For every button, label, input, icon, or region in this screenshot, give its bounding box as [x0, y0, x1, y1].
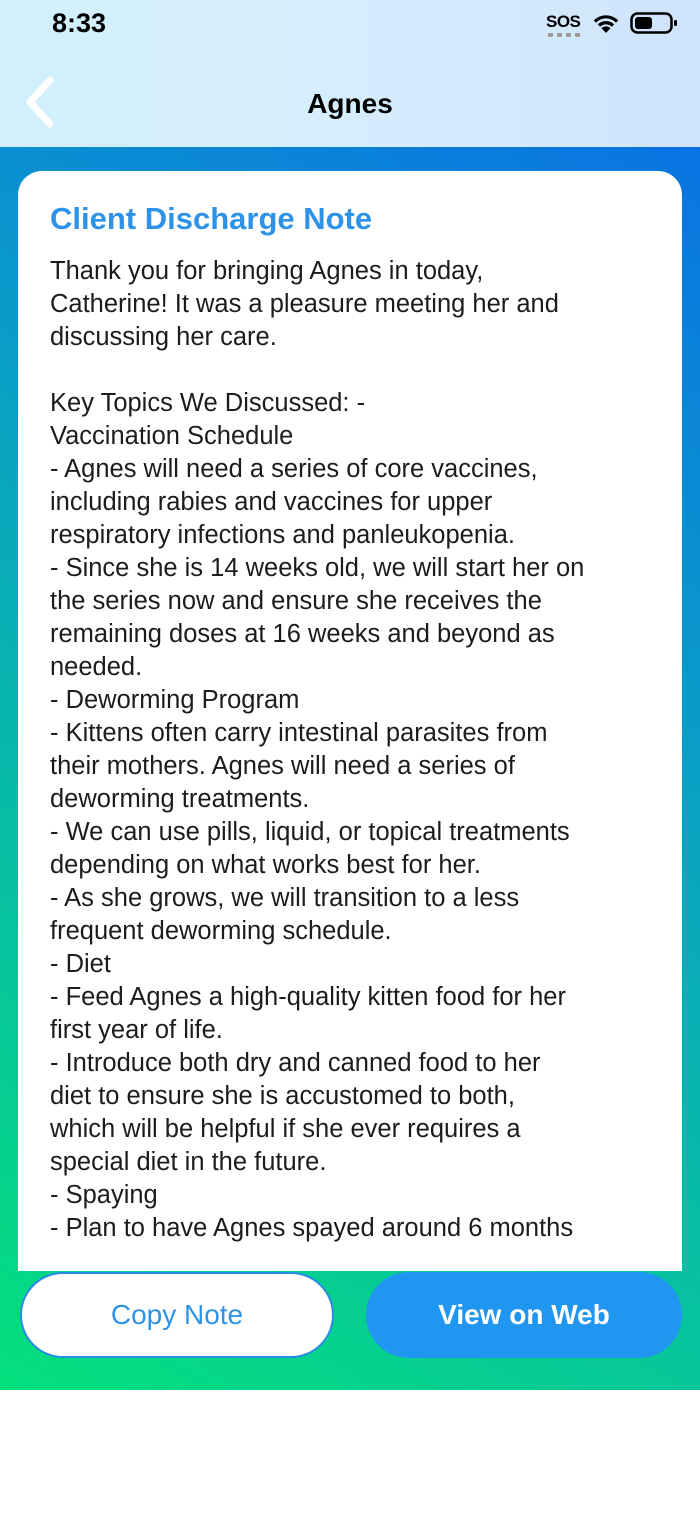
note-line: their mothers. Agnes will need a series of: [50, 752, 515, 780]
note-line: Catherine! It was a pleasure meeting her and: [50, 290, 559, 318]
note-line: - Deworming Program: [50, 686, 300, 714]
note-line: discussing her care.: [50, 323, 277, 351]
note-line: remaining doses at 16 weeks and beyond as: [50, 620, 555, 648]
note-line: - Agnes will need a series of core vaccines,: [50, 455, 538, 483]
note-line: including rabies and vaccines for upper: [50, 488, 493, 516]
signal-dots-icon: [548, 33, 580, 37]
note-line: first year of life.: [50, 1016, 223, 1044]
page-title: Agnes: [307, 88, 393, 119]
status-time: 8:33: [52, 8, 107, 38]
note-line: depending on what works best for her.: [50, 851, 481, 879]
wifi-icon: [590, 11, 622, 35]
note-line: which will be helpful if she ever requires a: [50, 1115, 521, 1143]
note-line: Thank you for bringing Agnes in today,: [50, 257, 484, 285]
note-line: diet to ensure she is accustomed to both,: [50, 1082, 515, 1110]
note-title: Client Discharge Note: [50, 201, 373, 236]
view-on-web-button[interactable]: View on Web: [366, 1272, 682, 1358]
note-line: deworming treatments.: [50, 785, 310, 813]
status-bar: [0, 0, 700, 50]
note-body: [50, 255, 660, 1245]
note-line: - Introduce both dry and canned food to her: [50, 1049, 541, 1077]
note-line: - Since she is 14 weeks old, we will start her on: [50, 554, 585, 582]
note-line: - Feed Agnes a high-quality kitten food for her: [50, 983, 566, 1011]
note-line: - Spaying: [50, 1181, 158, 1209]
note-line: needed.: [50, 653, 143, 681]
note-card[interactable]: [18, 171, 682, 1271]
battery-icon: [630, 11, 678, 35]
note-line: frequent deworming schedule.: [50, 917, 392, 945]
sos-indicator: SOS: [546, 12, 581, 31]
note-line: - Diet: [50, 950, 111, 978]
note-line: respiratory infections and panleukopenia.: [50, 521, 515, 549]
note-line: - We can use pills, liquid, or topical treatments: [50, 818, 570, 846]
note-line: Vaccination Schedule: [50, 422, 294, 450]
copy-note-button[interactable]: Copy Note: [20, 1272, 334, 1358]
note-line: - Kittens often carry intestinal parasites from: [50, 719, 548, 747]
header-area: [0, 0, 700, 147]
note-line: [50, 354, 660, 387]
note-line: - Plan to have Agnes spayed around 6 months: [50, 1214, 574, 1242]
note-line: the series now and ensure she receives the: [50, 587, 542, 615]
note-line: - As she grows, we will transition to a less: [50, 884, 520, 912]
navigation-bar: [0, 56, 700, 148]
note-line: Key Topics We Discussed: -: [50, 389, 366, 417]
content-area: [0, 147, 700, 1390]
note-line: special diet in the future.: [50, 1148, 327, 1176]
